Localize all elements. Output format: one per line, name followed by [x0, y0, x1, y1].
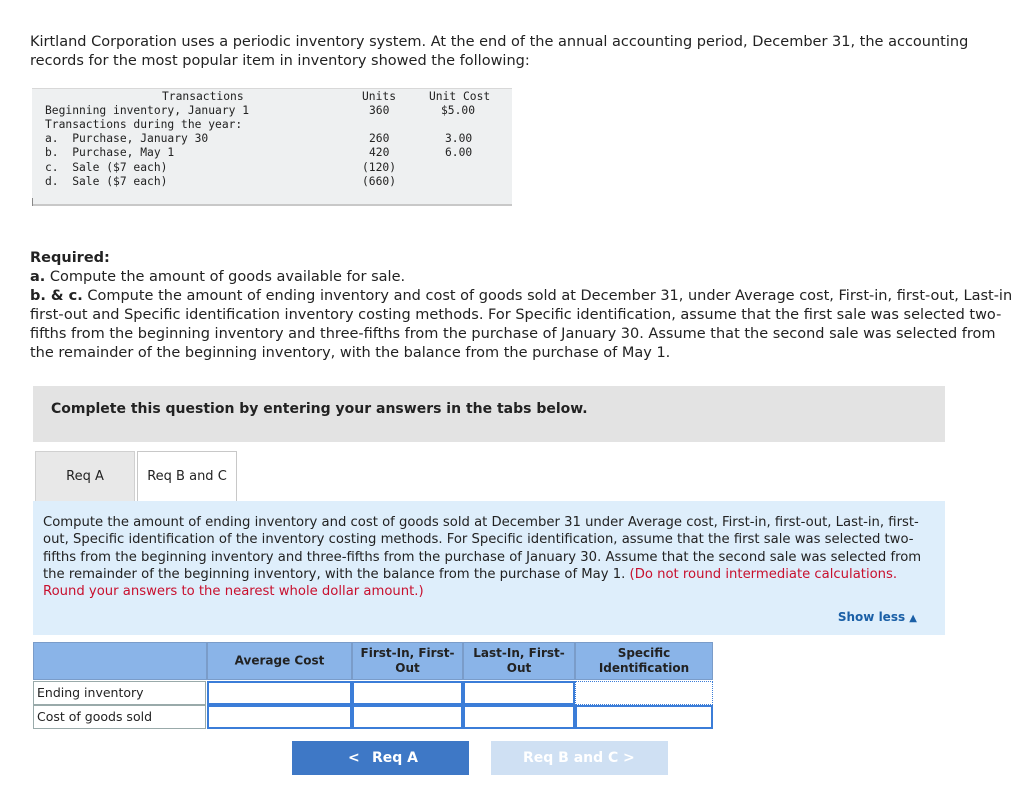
ledger-row-cost: 6.00 — [445, 146, 473, 159]
column-label: First-In, First-Out — [360, 646, 455, 675]
ending-inventory-lifo-input[interactable] — [463, 681, 575, 705]
tab-req-b-and-c[interactable] — [137, 451, 237, 501]
ledger-row-label: c. Sale ($7 each) — [45, 161, 168, 174]
rounding-note: (Do not round intermediate calculations. Round your answers to the nearest whole dollar amount.) — [43, 566, 898, 600]
chevron-right-icon: > — [623, 750, 635, 766]
row-label-ending-inventory: Ending inventory — [33, 681, 206, 705]
ending-inventory-fifo-input[interactable] — [352, 681, 463, 705]
requirement-a-prefix: a. — [30, 269, 46, 285]
show-less-toggle[interactable] — [838, 610, 917, 624]
ledger-row-cost: $5.00 — [441, 104, 476, 117]
requirement-a-text: Compute the amount of goods available for sale. — [45, 269, 406, 285]
ledger-row-label: Transactions during the year: — [45, 118, 243, 131]
required-heading: Required: — [30, 250, 110, 266]
ledger-row-units: 360 — [369, 104, 390, 117]
panel-text: Compute the amount of ending inventory and cost of goods sold at December 31 under Average cost, First-in, first-out, Last-in, first-out, Specific identification of the inventory costing methods. For Specific identification, assume that the first sale was selected two-fifths from the beginning inventory and three-fifths from the purchase of January 30. Assume that the second sale was selected from the remainder of the beginning inventory, with the balance from the purchase of May 1. — [43, 515, 922, 582]
column-label: Specific Identification — [598, 646, 690, 675]
show-less-label: Show less — [837, 610, 906, 624]
row-label-cost-of-goods-sold: Cost of goods sold — [33, 705, 206, 729]
cogs-lifo-input[interactable] — [463, 705, 575, 729]
ledger-header-unit-cost: Unit Cost — [429, 90, 491, 103]
ledger-edge-mark — [32, 198, 33, 206]
column-label: Last-In, First-Out — [473, 646, 565, 675]
tab-label: Req A — [66, 469, 104, 484]
ledger-row-units: (660) — [362, 175, 397, 188]
cogs-fifo-input[interactable] — [352, 705, 463, 729]
problem-intro: Kirtland Corporation uses a periodic inventory system. At the end of the annual accounting period, December 31, the accounting records for the most popular item in inventory showed the following: — [30, 34, 969, 69]
requirement-a — [30, 268, 1022, 287]
answer-header-blank — [33, 642, 207, 680]
prev-req-a-button[interactable] — [292, 741, 469, 775]
ledger-header-transactions: Transactions — [162, 90, 244, 103]
ledger-row-label: b. Purchase, May 1 — [45, 146, 175, 159]
ledger-row-units: 260 — [369, 132, 390, 145]
answer-header-average-cost — [207, 642, 352, 680]
instruction-bar — [33, 386, 945, 442]
ledger-row-label: Beginning inventory, January 1 — [45, 104, 250, 117]
transactions-table — [32, 88, 512, 206]
requirement-bc — [30, 287, 1022, 363]
requirement-bc-prefix: b. & c. — [30, 288, 83, 304]
next-button-label: Req B and C — [523, 750, 619, 766]
ledger-row-units: 420 — [369, 146, 390, 159]
panel-instructions — [43, 514, 938, 600]
tab-req-a[interactable] — [35, 451, 135, 501]
ledger-row-label: d. Sale ($7 each) — [45, 175, 168, 188]
ending-inventory-specific-id-input[interactable] — [575, 681, 713, 705]
answer-table — [33, 642, 713, 732]
instruction-text: Complete this question by entering your answers in the tabs below. — [51, 401, 588, 417]
cogs-average-cost-input[interactable] — [207, 705, 352, 729]
tab-label: Req B and C — [147, 469, 227, 484]
question-panel — [33, 501, 945, 635]
answer-header-lifo — [463, 642, 575, 680]
triangle-up-icon: ▲ — [909, 613, 917, 624]
answer-header-fifo — [352, 642, 463, 680]
ending-inventory-average-cost-input[interactable] — [207, 681, 352, 705]
ledger-row-label: a. Purchase, January 30 — [45, 132, 209, 145]
prev-button-label: Req A — [372, 750, 419, 766]
ledger-header-units: Units — [362, 90, 397, 103]
answer-header-specific-identification — [575, 642, 713, 680]
cogs-specific-id-input[interactable] — [575, 705, 713, 729]
chevron-left-icon: < — [348, 750, 360, 766]
next-req-b-and-c-button[interactable] — [491, 741, 668, 775]
requirements — [30, 249, 1022, 363]
ledger-row-cost: 3.00 — [445, 132, 473, 145]
column-label: Average Cost — [234, 653, 325, 668]
ledger-row-units: (120) — [362, 161, 397, 174]
requirement-bc-text: Compute the amount of ending inventory and cost of goods sold at December 31, under Average cost, First-in, first-out, Last-in first-out and Specific identification inventory costing methods. For Specific identification, assume that the first sale was selected two-fifths from the beginning inventory and three-fifths from the purchase of January 30. Assume that the second sale was selected from the remainder of the beginning inventory, with the balance from the purchase of May 1. — [30, 288, 1013, 361]
